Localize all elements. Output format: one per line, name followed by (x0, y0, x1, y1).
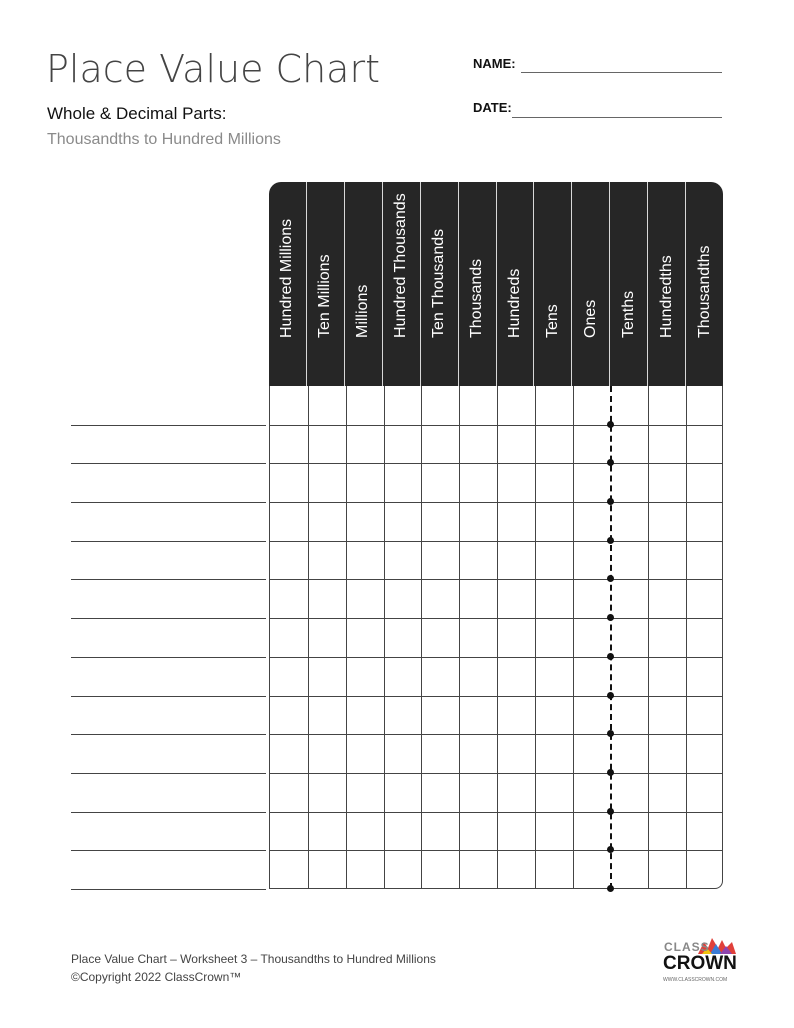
decimal-point-dot (607, 885, 614, 892)
decimal-point-dot (607, 653, 614, 660)
grid-column-line (384, 386, 385, 888)
decimal-point-dot (607, 537, 614, 544)
column-header (534, 182, 572, 386)
date-field[interactable] (512, 117, 722, 118)
answer-line[interactable] (71, 541, 266, 542)
page-title: Place Value Chart (46, 47, 380, 91)
grid-row-line (270, 850, 722, 851)
answer-line[interactable] (71, 657, 266, 658)
grid-row-line (270, 812, 722, 813)
answer-line[interactable] (71, 618, 266, 619)
grid-row-line (270, 773, 722, 774)
decimal-point-dot (607, 730, 614, 737)
grid-column-line (459, 386, 460, 888)
column-header-label: Hundredths (657, 255, 675, 338)
grid-column-line (497, 386, 498, 888)
column-header-label: Ones (581, 299, 599, 338)
column-header (421, 182, 459, 386)
grid-row-line (270, 696, 722, 697)
grid-row-line (270, 425, 722, 426)
column-header-label: Thousands (468, 258, 486, 338)
column-header (269, 182, 307, 386)
name-label: NAME: (473, 56, 516, 71)
answer-line[interactable] (71, 579, 266, 580)
decimal-point-dot (607, 846, 614, 853)
classcrown-logo (660, 936, 744, 986)
logo-crown-text: CROWN (663, 953, 737, 974)
grid-column-line (535, 386, 536, 888)
column-header (307, 182, 345, 386)
grid-row-line (270, 734, 722, 735)
answer-line[interactable] (71, 889, 266, 890)
column-header (686, 182, 723, 386)
grid-column-line (573, 386, 574, 888)
column-header-label: Ten Millions (316, 254, 334, 338)
answer-line[interactable] (71, 850, 266, 851)
answer-line[interactable] (71, 773, 266, 774)
column-header-label: Hundred Thousands (392, 193, 410, 338)
column-header-label: Tenths (619, 290, 637, 338)
grid-column-line (308, 386, 309, 888)
grid-row-line (270, 502, 722, 503)
answer-line[interactable] (71, 502, 266, 503)
grid-row-line (270, 618, 722, 619)
column-header (648, 182, 686, 386)
answer-line[interactable] (71, 812, 266, 813)
decimal-point-dot (607, 498, 614, 505)
grid-row-line (270, 541, 722, 542)
decimal-point-dot (607, 575, 614, 582)
decimal-point-dot (607, 459, 614, 466)
worksheet-range: Thousandths to Hundred Millions (47, 131, 281, 148)
name-field[interactable] (521, 72, 722, 73)
decimal-point-dot (607, 421, 614, 428)
column-header-label: Hundreds (505, 268, 523, 338)
worksheet-subtitle: Whole & Decimal Parts: (47, 104, 227, 123)
decimal-point-dot (607, 769, 614, 776)
column-header (459, 182, 497, 386)
column-header-row (269, 182, 723, 386)
column-header-label: Millions (354, 284, 372, 338)
column-header-label: Ten Thousands (430, 228, 448, 338)
grid-column-line (421, 386, 422, 888)
grid-column-line (648, 386, 649, 888)
column-header (383, 182, 421, 386)
grid-row-line (270, 657, 722, 658)
grid-column-line (346, 386, 347, 888)
answer-line[interactable] (71, 696, 266, 697)
footer-worksheet-info: Place Value Chart – Worksheet 3 – Thousandths to Hundred Millions (71, 952, 436, 966)
decimal-point-dot (607, 808, 614, 815)
logo-url: WWW.CLASSCROWN.COM (663, 977, 728, 983)
column-header-label: Thousandths (695, 245, 713, 338)
column-header (345, 182, 383, 386)
column-header (497, 182, 535, 386)
column-header-label: Tens (543, 304, 561, 338)
answer-line[interactable] (71, 734, 266, 735)
grid-row-line (270, 579, 722, 580)
grid-column-line (686, 386, 687, 888)
column-header (572, 182, 610, 386)
place-value-grid (269, 386, 723, 889)
column-header-label: Hundred Millions (278, 218, 296, 338)
date-label: DATE: (473, 100, 512, 115)
column-header (610, 182, 648, 386)
footer-copyright: ©Copyright 2022 ClassCrown™ (71, 970, 242, 984)
decimal-point-dot (607, 692, 614, 699)
answer-line[interactable] (71, 425, 266, 426)
grid-row-line (270, 463, 722, 464)
decimal-point-dot (607, 614, 614, 621)
answer-line[interactable] (71, 463, 266, 464)
logo-class-text: CLASS (664, 940, 710, 954)
